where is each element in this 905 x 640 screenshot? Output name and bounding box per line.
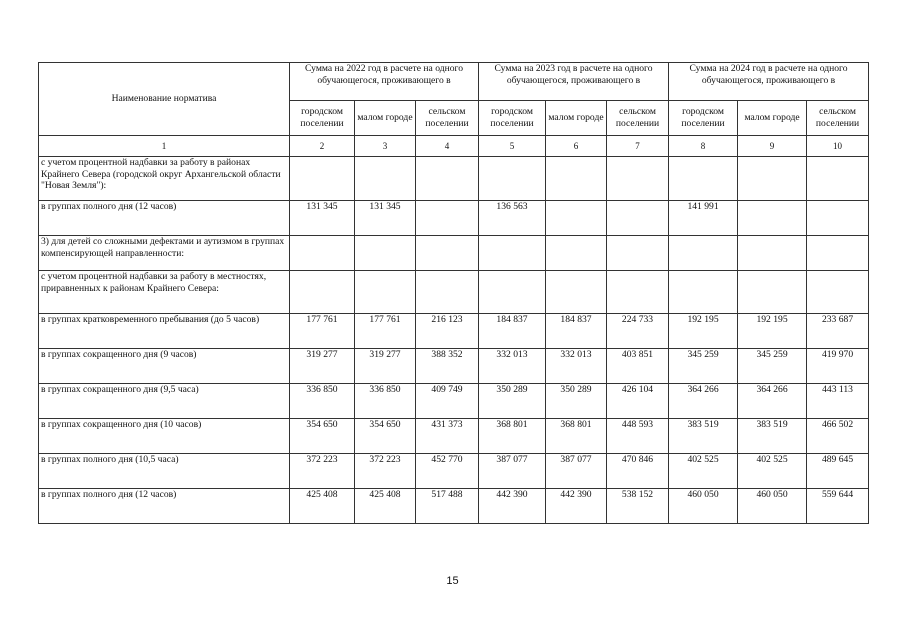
cell-value: [355, 271, 416, 314]
cell-value: 131 345: [290, 201, 355, 236]
row-name: в группах сокращенного дня (9,5 часа): [39, 384, 290, 419]
column-number: 2: [290, 136, 355, 157]
cell-value: 354 650: [355, 419, 416, 454]
cell-value: 131 345: [355, 201, 416, 236]
column-number: 10: [807, 136, 869, 157]
cell-value: 559 644: [807, 489, 869, 524]
table-row: [39, 489, 869, 524]
name-column-header: Наименование норматива: [39, 63, 290, 136]
cell-value: 387 077: [479, 454, 546, 489]
row-name: с учетом процентной надбавки за работу в районах Крайнего Севера (городской округ Архангельской области "Новая Земля"):: [39, 157, 290, 201]
column-number: 5: [479, 136, 546, 157]
cell-value: 224 733: [607, 314, 669, 349]
cell-value: 460 050: [669, 489, 738, 524]
cell-value: [479, 157, 546, 201]
cell-value: 350 289: [479, 384, 546, 419]
cell-value: 141 991: [669, 201, 738, 236]
cell-value: 177 761: [290, 314, 355, 349]
cell-value: 387 077: [546, 454, 607, 489]
cell-value: 319 277: [290, 349, 355, 384]
subheader-small-town: малом городе: [546, 101, 607, 136]
cell-value: 442 390: [479, 489, 546, 524]
cell-value: 466 502: [807, 419, 869, 454]
cell-value: 364 266: [738, 384, 807, 419]
row-name: в группах сокращенного дня (10 часов): [39, 419, 290, 454]
cell-value: 448 593: [607, 419, 669, 454]
cell-value: [669, 157, 738, 201]
column-number: 8: [669, 136, 738, 157]
cell-value: [546, 236, 607, 271]
cell-value: 354 650: [290, 419, 355, 454]
table-row: [39, 384, 869, 419]
cell-value: 489 645: [807, 454, 869, 489]
cell-value: [355, 236, 416, 271]
year-2023-header: Сумма на 2023 год в расчете на одного обучающегося, проживающего в: [479, 63, 669, 101]
cell-value: [546, 201, 607, 236]
column-number: 3: [355, 136, 416, 157]
row-name: в группах сокращенного дня (9 часов): [39, 349, 290, 384]
cell-value: [607, 157, 669, 201]
normative-table: [38, 62, 869, 524]
cell-value: [546, 271, 607, 314]
column-number: 1: [39, 136, 290, 157]
cell-value: [738, 236, 807, 271]
table-row: [39, 271, 869, 314]
row-name: с учетом процентной надбавки за работу в местностях, приравненных к районам Крайнего Севера:: [39, 271, 290, 314]
column-number: 6: [546, 136, 607, 157]
cell-value: 216 123: [416, 314, 479, 349]
table-row: [39, 314, 869, 349]
cell-value: [738, 157, 807, 201]
table-row: [39, 349, 869, 384]
year-2024-header: Сумма на 2024 год в расчете на одного обучающегося, проживающего в: [669, 63, 869, 101]
cell-value: [546, 157, 607, 201]
cell-value: [607, 201, 669, 236]
cell-value: 336 850: [290, 384, 355, 419]
table-row: [39, 454, 869, 489]
cell-value: 402 525: [738, 454, 807, 489]
cell-value: 409 749: [416, 384, 479, 419]
page-number: 15: [446, 575, 459, 587]
cell-value: 402 525: [669, 454, 738, 489]
cell-value: [669, 271, 738, 314]
cell-value: [290, 157, 355, 201]
subheader-rural: сельском поселении: [416, 101, 479, 136]
subheader-small-town: малом городе: [738, 101, 807, 136]
cell-value: 336 850: [355, 384, 416, 419]
cell-value: 233 687: [807, 314, 869, 349]
cell-value: [669, 236, 738, 271]
cell-value: 364 266: [669, 384, 738, 419]
row-name: в группах полного дня (12 часов): [39, 489, 290, 524]
cell-value: 350 289: [546, 384, 607, 419]
subheader-small-town: малом городе: [355, 101, 416, 136]
cell-value: 184 837: [546, 314, 607, 349]
cell-value: 372 223: [355, 454, 416, 489]
cell-value: 184 837: [479, 314, 546, 349]
cell-value: 443 113: [807, 384, 869, 419]
cell-value: [738, 271, 807, 314]
cell-value: 388 352: [416, 349, 479, 384]
cell-value: [479, 271, 546, 314]
cell-value: 442 390: [546, 489, 607, 524]
cell-value: 345 259: [738, 349, 807, 384]
cell-value: 538 152: [607, 489, 669, 524]
cell-value: [290, 236, 355, 271]
subheader-urban: городском поселении: [290, 101, 355, 136]
column-number: 7: [607, 136, 669, 157]
table-row: [39, 157, 869, 201]
cell-value: [416, 201, 479, 236]
cell-value: [290, 271, 355, 314]
cell-value: [416, 236, 479, 271]
cell-value: 345 259: [669, 349, 738, 384]
table-row: [39, 419, 869, 454]
cell-value: 332 013: [546, 349, 607, 384]
cell-value: [807, 201, 869, 236]
cell-value: 425 408: [355, 489, 416, 524]
cell-value: 517 488: [416, 489, 479, 524]
subheader-urban: городском поселении: [669, 101, 738, 136]
cell-value: [355, 157, 416, 201]
cell-value: [416, 271, 479, 314]
cell-value: [416, 157, 479, 201]
row-name: 3) для детей со сложными дефектами и аутизмом в группах компенсирующей направленности:: [39, 236, 290, 271]
cell-value: [479, 236, 546, 271]
row-name: в группах кратковременного пребывания (до 5 часов): [39, 314, 290, 349]
cell-value: 383 519: [738, 419, 807, 454]
column-number: 9: [738, 136, 807, 157]
cell-value: [807, 157, 869, 201]
cell-value: [607, 271, 669, 314]
cell-value: 192 195: [738, 314, 807, 349]
table-row: [39, 236, 869, 271]
cell-value: 460 050: [738, 489, 807, 524]
cell-value: [807, 236, 869, 271]
cell-value: [807, 271, 869, 314]
cell-value: 136 563: [479, 201, 546, 236]
row-name: в группах полного дня (10,5 часа): [39, 454, 290, 489]
cell-value: 426 104: [607, 384, 669, 419]
cell-value: 470 846: [607, 454, 669, 489]
cell-value: [607, 236, 669, 271]
cell-value: 431 373: [416, 419, 479, 454]
cell-value: 372 223: [290, 454, 355, 489]
cell-value: 425 408: [290, 489, 355, 524]
cell-value: 383 519: [669, 419, 738, 454]
row-name: в группах полного дня (12 часов): [39, 201, 290, 236]
cell-value: 368 801: [546, 419, 607, 454]
subheader-rural: сельском поселении: [807, 101, 869, 136]
cell-value: 319 277: [355, 349, 416, 384]
column-numbers-row: [39, 136, 869, 157]
cell-value: 419 970: [807, 349, 869, 384]
subheader-urban: городском поселении: [479, 101, 546, 136]
table-row: [39, 201, 869, 236]
column-number: 4: [416, 136, 479, 157]
cell-value: 368 801: [479, 419, 546, 454]
subheader-rural: сельском поселении: [607, 101, 669, 136]
cell-value: 332 013: [479, 349, 546, 384]
year-2022-header: Сумма на 2022 год в расчете на одного обучающегося, проживающего в: [290, 63, 479, 101]
cell-value: 403 851: [607, 349, 669, 384]
cell-value: [738, 201, 807, 236]
cell-value: 177 761: [355, 314, 416, 349]
cell-value: 192 195: [669, 314, 738, 349]
cell-value: 452 770: [416, 454, 479, 489]
